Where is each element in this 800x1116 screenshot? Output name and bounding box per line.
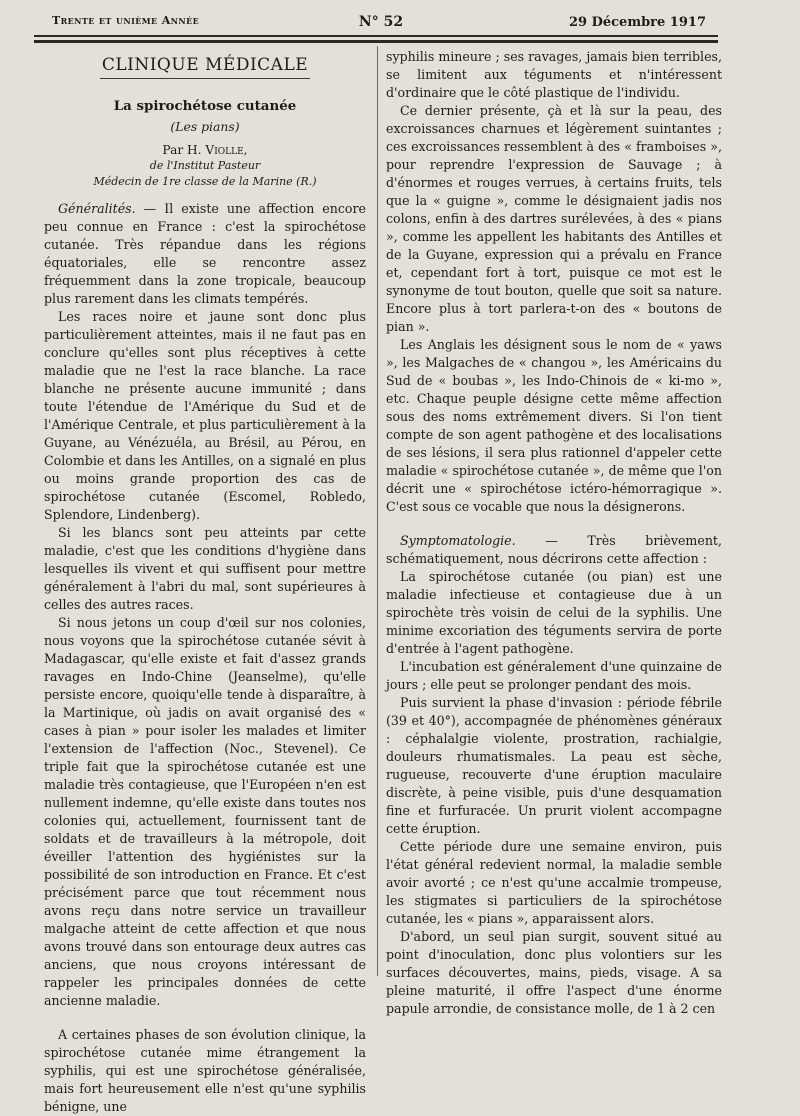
volume-year: Trente et unième Année bbox=[52, 14, 200, 27]
byline bbox=[44, 142, 366, 158]
paragraph-symptomatologie bbox=[386, 532, 722, 568]
paragraph-generalites bbox=[44, 200, 366, 308]
paragraph-text: — Il existe une affection encore peu connue en France : c'est la spirochétose cutanée. Très répandue dans les régions équatoriales, elle se rencontre assez fréquemment dans la zone tropicale, beaucoup plus rarement dans les climats tempérés. bbox=[44, 201, 366, 306]
paragraph: La spirochétose cutanée (ou pian) est une maladie infectieuse et contagieuse due à un spirochète très voisin de celui de la syphilis. Une minime excoriation des téguments servira de porte d'entrée à l'agent pathogène. bbox=[386, 569, 722, 656]
paragraph: A certaines phases de son évolution clinique, la spirochétose cutanée mime étrangement la syphilis, qui est une spirochétose généralisée, mais fort heureusement elle n'est qu'une syphilis bénigne, une bbox=[44, 1027, 366, 1114]
header-rule-thick bbox=[34, 40, 718, 43]
paragraph: D'abord, un seul pian surgit, souvent situé au point d'inoculation, donc plus volontiers sur les surfaces découvertes, mains, pieds, visage. A sa pleine maturité, il offre l'aspect d'une énorme papule arrondie, de consistance molle, de 1 à 2 cen bbox=[386, 929, 722, 1016]
paragraph: L'incubation est généralement d'une quinzaine de jours ; elle peut se prolonger pendant des mois. bbox=[386, 659, 722, 692]
right-column bbox=[386, 48, 722, 1018]
author-name: Violle, bbox=[205, 143, 248, 157]
column-divider bbox=[377, 46, 378, 976]
page-header bbox=[44, 12, 718, 32]
paragraph: Si nous jetons un coup d'œil sur nos colonies, nous voyons que la spirochétose cutanée sévit à Madagascar, qu'elle existe et fait d'assez grands ravages en Indo-Chine (Jeanselme), qu'elle persiste encore, quoiqu'elle tende à disparaître, à la Martinique, où jadis on avait organisé des « cases à pian » pour isoler les malades et limiter l'extension de l'affection (Noc., Stevenel). Ce triple fait que la spirochétose cutanée est une maladie très contagieuse, que l'Européen n'en est nullement indemne, qu'elle existe dans toutes nos colonies qui, actuellement, fournissent tant de soldats et de travailleurs à la métropole, doit éveiller l'attention des hygiénistes sur la possibilité de son introduction en France. Et c'est précisément parce que tout récemment nous avons reçu dans notre service un travailleur malgache atteint de cette affection et que nous avons trouvé dans son entourage deux autres cas anciens, que nous croyons intéressant de rappeler les principales données de cette ancienne maladie. bbox=[44, 615, 366, 1008]
paragraph-continued: syphilis mineure ; ses ravages, jamais bien terribles, se limitent aux téguments et n'intéressent d'ordinaire que le côté plastique de l'individu. bbox=[386, 49, 722, 100]
section-title-underline bbox=[100, 78, 310, 79]
paragraph-lead: Généralités. bbox=[58, 201, 136, 216]
author-affiliation-1: de l'Institut Pasteur bbox=[149, 159, 261, 172]
article-subtitle: (Les pians) bbox=[170, 119, 240, 134]
paragraph-lead: Symptomatologie. bbox=[400, 533, 516, 548]
author-affiliation-2: Médecin de 1re classe de la Marine (R.) bbox=[93, 175, 317, 188]
left-column bbox=[44, 48, 366, 1116]
paragraph-text: — Très brièvement, schématiquement, nous décrirons cette affection : bbox=[386, 533, 722, 566]
issue-date: 29 Décembre 1917 bbox=[568, 15, 706, 30]
paragraph: Les Anglais les désignent sous le nom de « yaws », les Malgaches de « changou », les Américains du Sud de « boubas », les Indo-Chinois de « ki-mo », etc. Chaque peuple désigne cette même affection sous des noms extrêmement divers. Si l'on tient compte de son agent pathogène et des localisations de ses lésions, il sera plus rationnel d'appeler cette maladie « spirochétose cutanée », de même que l'on décrit une « spirochétose ictéro-hémorragique ». C'est sous ce vocable que nous la désignerons. bbox=[386, 337, 722, 514]
issue-number: N° 52 bbox=[358, 14, 404, 30]
paragraph: Ce dernier présente, çà et là sur la peau, des excroissances charnues et légèrement suintantes ; ces excroissances ressemblent à des « framboises », pour reprendre l'expression de Sauvage ; à d'énormes et rouges verrues, à certains fruits, tels que la « guigne », comme le désignaient jadis nos colons, enfin à des dartres surélevées, à des « pians », comme les appellent les habitants des Antilles et de la Guyane, expression qui a prévalu en France et, cependant fort à tort, puisque ce mot est le synonyme de tout bouton, quelle que soit sa nature. Encore plus à tort parlera-t-on des « boutons de pian ». bbox=[386, 103, 722, 334]
byline-prefix: Par H. bbox=[162, 143, 202, 157]
section-title: CLINIQUE MÉDICALE bbox=[101, 55, 309, 75]
article-title: La spirochétose cutanée bbox=[113, 98, 297, 114]
paragraph: Si les blancs sont peu atteints par cette maladie, c'est que les conditions d'hygiène dans lesquelles ils vivent et qui suffisent pour mettre généralement à l'abri du mal, sont supérieures à celles des autres races. bbox=[44, 525, 366, 612]
paragraph: Puis survient la phase d'invasion : période fébrile (39 et 40°), accompagnée de phénomènes généraux : céphalalgie violente, prostration, rachialgie, douleurs rhumatismales. La peau est sèche, rugueuse, recouverte d'une éruption maculaire discrète, à peine visible, puis d'une desquamation fine et furfuracée. Un prurit violent accompagne cette éruption. bbox=[386, 695, 722, 836]
paragraph: Les races noire et jaune sont donc plus particulièrement atteintes, mais il ne faut pas en conclure qu'elles sont plus réceptives à cette maladie que ne l'est la race blanche. La race blanche ne présente aucune immunité ; dans toute l'étendue de l'Amérique du Sud et de l'Amérique Centrale, et plus particulièrement à la Guyane, au Vénézuéla, au Brésil, au Pérou, en Colombie et dans les Antilles, on a signalé en plus ou moins grande proportion des cas de spirochétose cutanée (Escomel, Robledo, Splendore, Lindenberg). bbox=[44, 309, 366, 522]
header-rule-thin bbox=[34, 35, 718, 37]
paragraph: Cette période dure une semaine environ, puis l'état général redevient normal, la maladie semble avoir avorté ; ce n'est qu'une accalmie trompeuse, les stigmates si particuliers de la spirochétose cutanée, les « pians », apparaissent alors. bbox=[386, 839, 722, 926]
